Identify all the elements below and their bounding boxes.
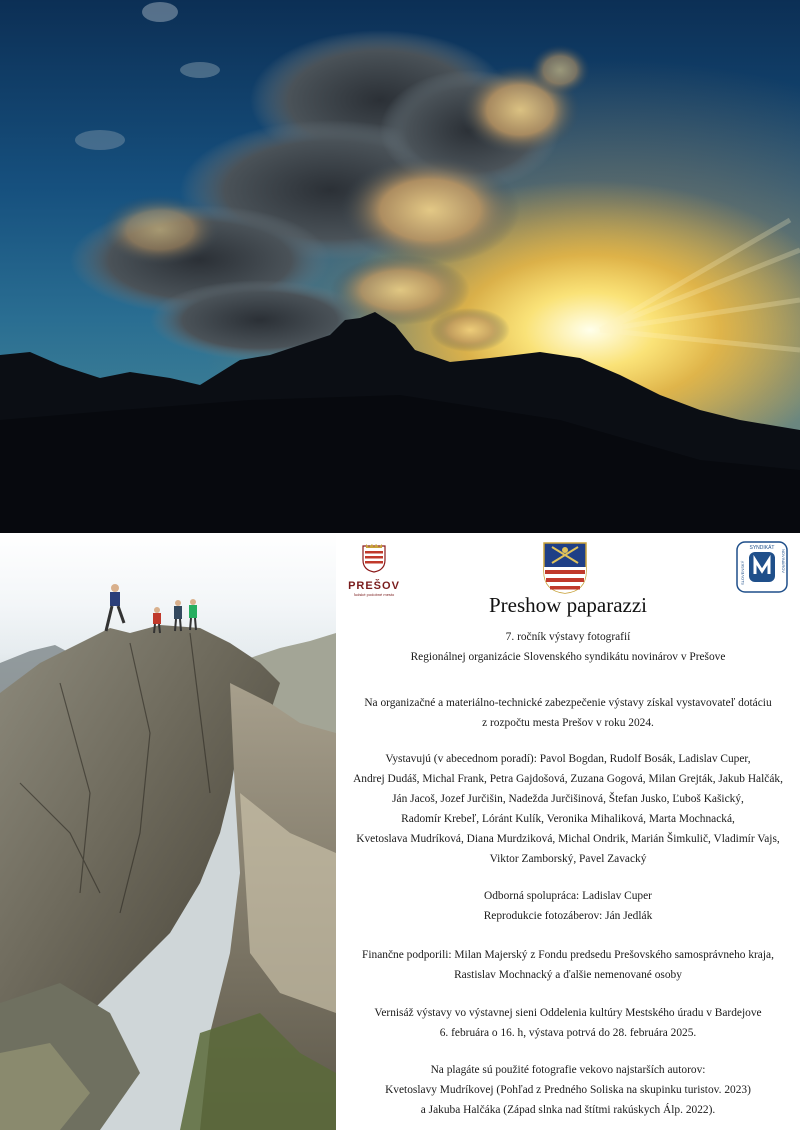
poster-text-panel [336,533,800,1130]
photos-note-line-2: Kvetoslavy Mudríkovej (Pohľad z Predného Soliska na skupinku turistov. 2023) [385,1084,751,1096]
ssn-logo-icon [736,541,788,593]
credits-line-1: Odborná spolupráca: Ladislav Cuper [484,890,652,902]
presov-logo-name: PREŠOV [348,580,400,592]
slovak-journalists-syndicate-logo [736,541,788,593]
climbers-ridge-photo [0,533,336,1130]
clouds [70,2,590,360]
intro-paragraph [336,627,800,667]
photos-note-line-3: a Jakuba Halčáka (Západ slnka nad štítmi rakúskych Álp. 2022). [420,1104,716,1116]
climbers-photo-art [0,533,336,1130]
credits-line-2: Reprodukcie fotozáberov: Ján Jedlák [483,910,653,922]
presov-crest-icon [360,543,388,573]
photos-note-line-1: Na plagáte sú použité fotografie vekovo najstarších autorov: [430,1064,706,1076]
funding-line-1: Na organizačné a materiálno-technické zabezpečenie výstavy získal vystavovateľ dotáciu [364,697,772,709]
intro-line-2: Regionálnej organizácie Slovenského syndikátu novinárov v Prešove [410,651,726,663]
funding-line-2: z rozpočtu mesta Prešov v roku 2024. [482,717,654,729]
ssn-logo-text-left: SLOVENSKÝ [740,560,745,585]
photos-note-paragraph [336,1060,800,1120]
exhibitors-line-5: Kvetoslava Mudríková, Diana Murdziková, Michal Ondrik, Marián Šimkulič, Vladimír Vajs, [356,833,780,845]
opening-paragraph [336,1003,800,1043]
intro-line-1: 7. ročník výstavy fotografií [505,631,631,643]
region-shield-icon [542,541,588,595]
climbers [106,584,197,633]
ssn-logo-text-top: SYNDIKÁT [749,545,775,551]
funding-paragraph [336,693,800,733]
sunset-mountain-photo [0,0,800,533]
credits-paragraph [336,886,800,926]
exhibitors-paragraph [336,749,800,869]
exhibitors-line-3: Ján Jacoš, Jozef Jurčišin, Nadežda Jurčišinová, Štefan Jusko, Ľuboš Kašický, [392,793,744,805]
sunset-photo-art [0,0,800,533]
exhibitors-line-6: Viktor Zamborský, Pavel Zavacký [489,853,647,865]
opening-line-2: 6. februára o 16. h, výstava potrvá do 28. februára 2025. [439,1027,697,1039]
exhibitors-line-4: Radomír Krebeľ, Lóránt Kulík, Veronika Mihaliková, Marta Mochnacká, [401,813,735,825]
poster-title: Preshow paparazzi [488,593,647,617]
sponsors-line-2: Rastislav Mochnacký a ďalšie nemenované osoby [454,969,682,981]
presov-region-coat-of-arms [542,541,588,595]
opening-line-1: Vernisáž výstavy vo výstavnej sieni Oddelenia kultúry Mestského úradu v Bardejove [374,1007,762,1019]
sponsors-line-1: Finančne podporili: Milan Majerský z Fondu predsedu Prešovského samosprávneho kraja, [362,949,774,961]
presov-logo-tagline: ľudské podobné mesto [353,592,395,597]
exhibitors-line-2: Andrej Dudáš, Michal Frank, Petra Gajdošová, Zuzana Gogová, Milan Grejták, Jakub Halčák, [353,773,783,785]
ssn-logo-text-right: NOVINÁROV [781,549,786,574]
sponsors-paragraph [336,945,800,985]
exhibitors-line-1: Vystavujú (v abecednom poradí): Pavol Bogdan, Rudolf Bosák, Ladislav Cuper, [385,753,751,765]
